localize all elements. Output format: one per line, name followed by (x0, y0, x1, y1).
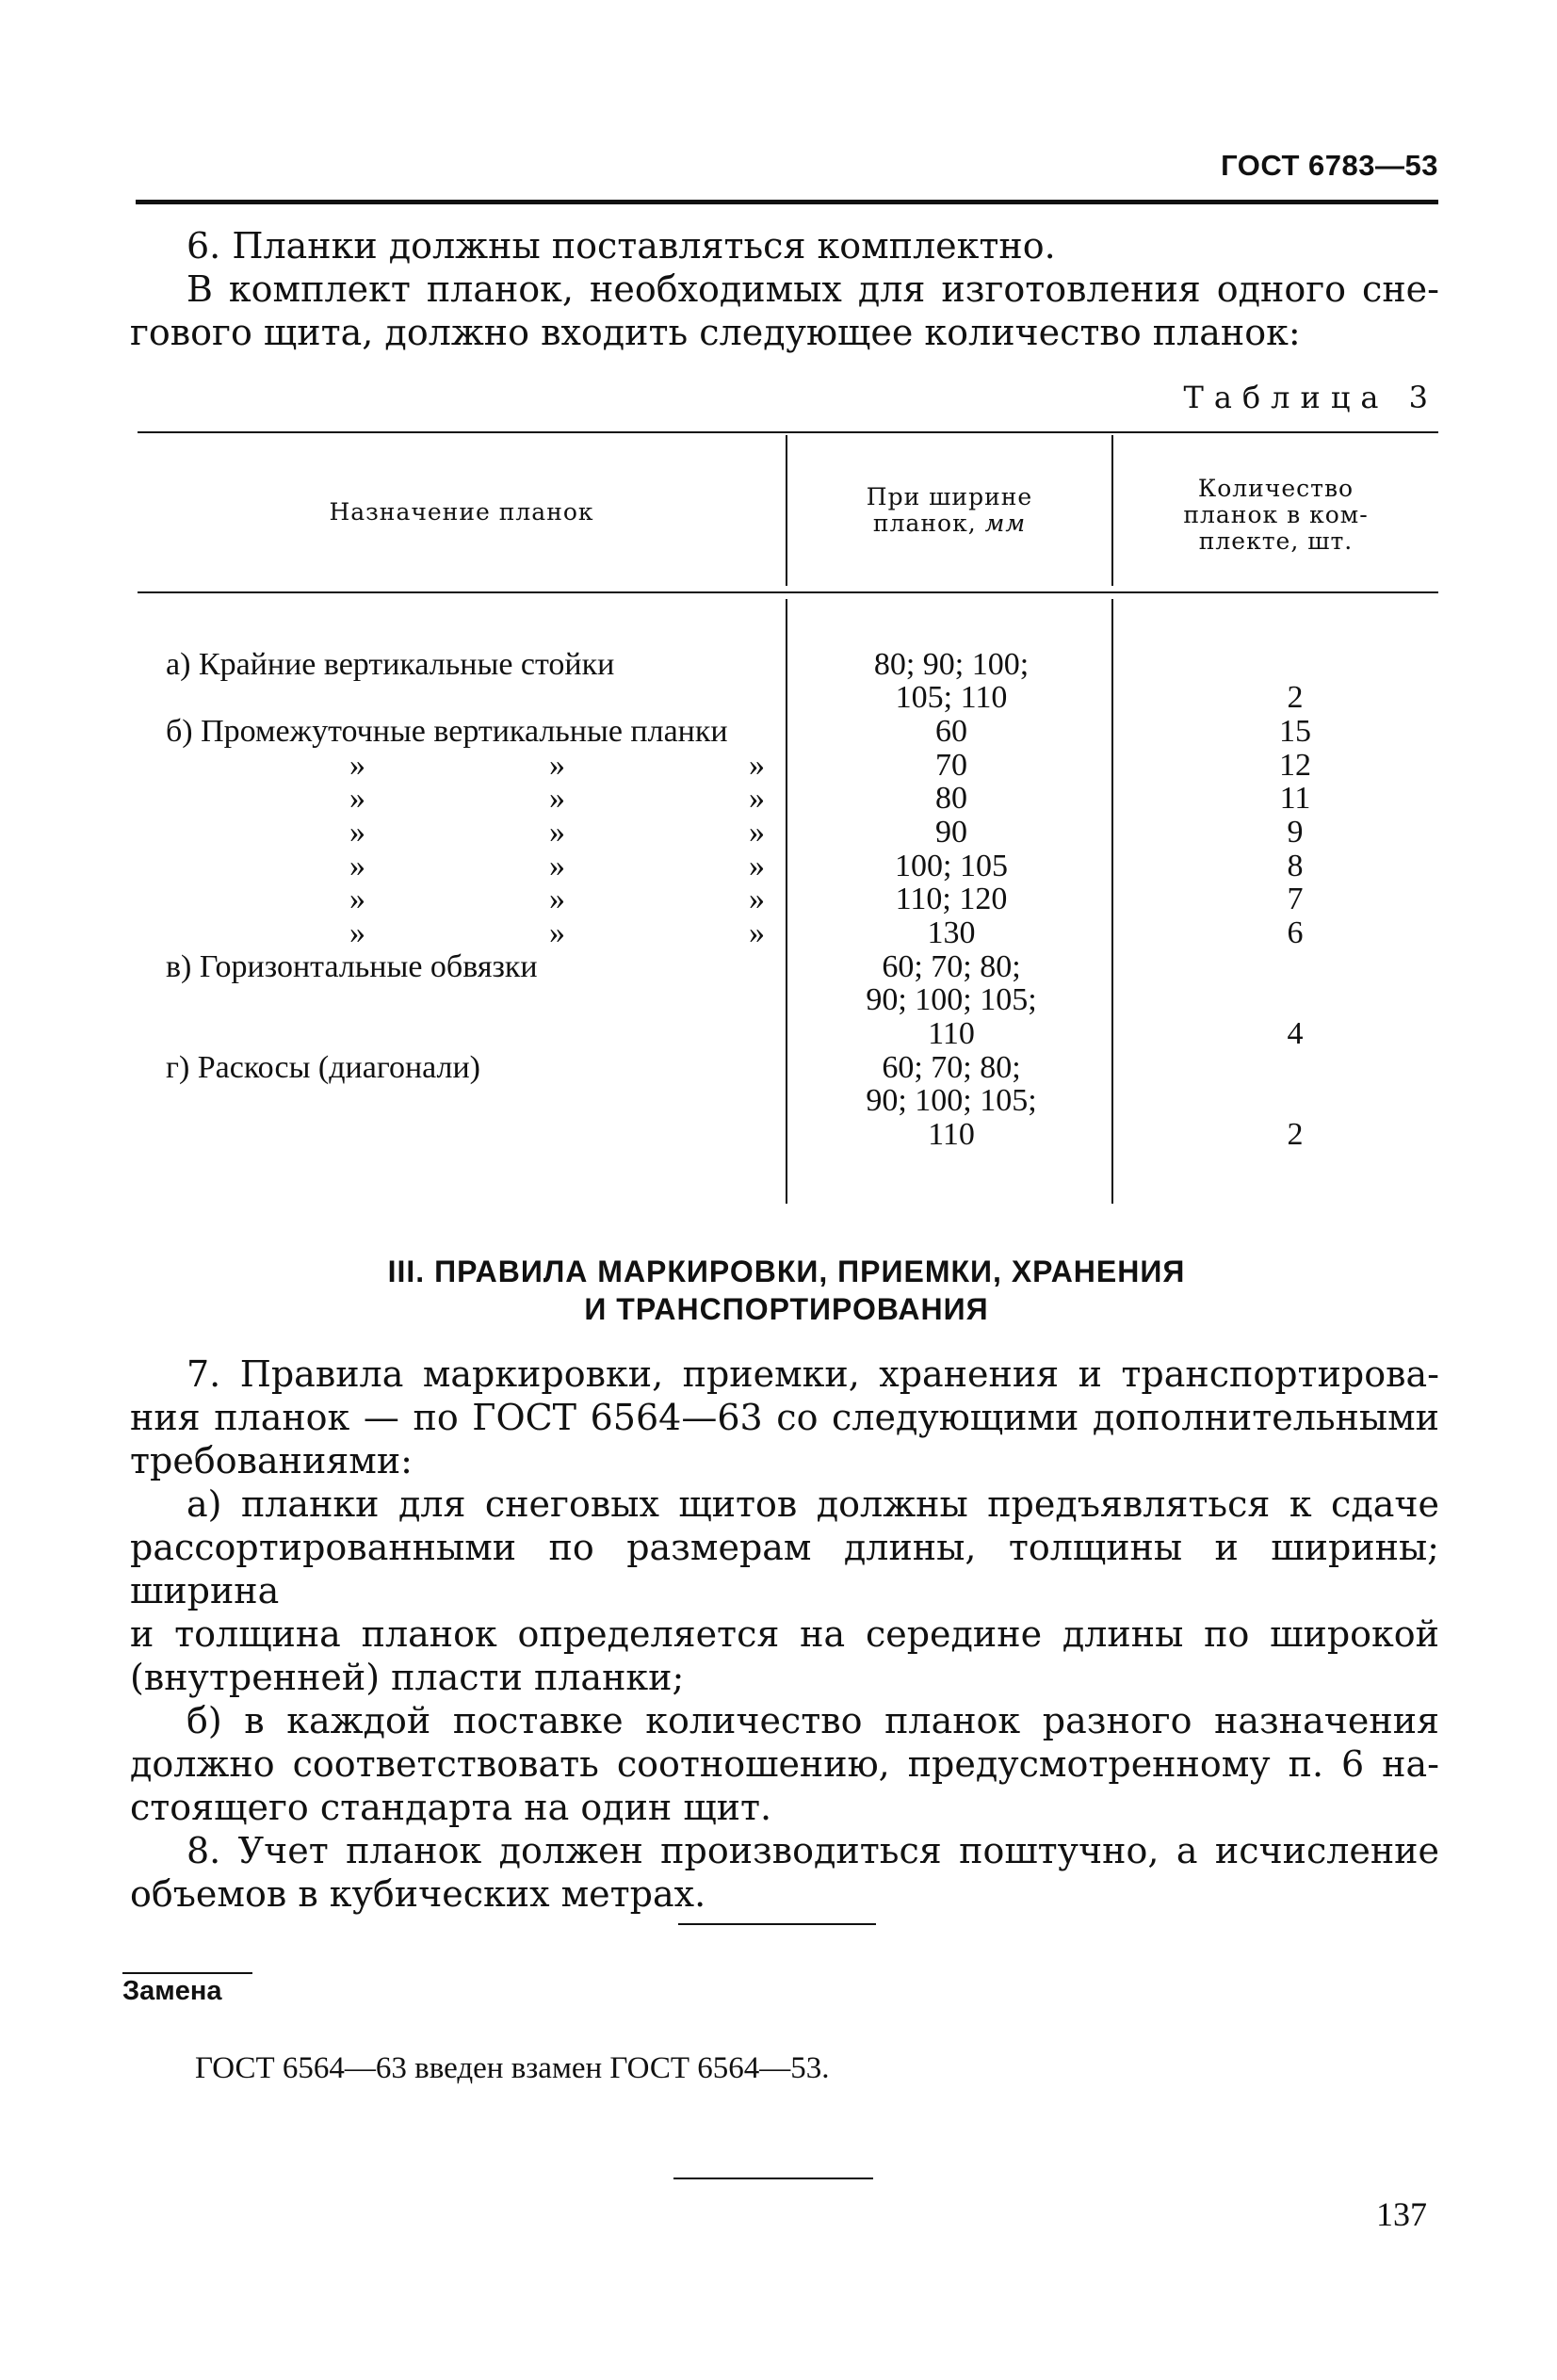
row-a-width-2: 105; 110 (895, 680, 1008, 715)
paragraph-a-line-3: и толщина планок определяется на середине длины по широкой (130, 1613, 1439, 1655)
document-code-header: ГОСТ 6783—53 (1221, 149, 1438, 182)
footnote-label: Замена (122, 1976, 222, 2006)
row-b1-width: 60 (935, 714, 967, 749)
paragraph-b-line-3: стоящего стандарта на один щит. (130, 1787, 772, 1828)
footnote-rule (122, 1972, 252, 1974)
table-body-divider-2 (1111, 599, 1113, 1204)
row-b2-quantity: 12 (1279, 748, 1311, 783)
header-quantity-line-1: Количество (1197, 475, 1354, 502)
section-3-title-line-2: И ТРАНСПОРТИРОВАНИЯ (584, 1292, 989, 1326)
paragraph-7-line-2: ния планок — по ГОСТ 6564—63 со следующими дополнительными (130, 1397, 1439, 1438)
ditto-mark: » (349, 815, 365, 850)
header-quantity-line-3: плекте, шт. (1198, 527, 1354, 555)
row-b2-width: 70 (935, 748, 967, 783)
row-b3-quantity: 11 (1279, 781, 1311, 816)
paragraph-8-line-1: 8. Учет планок должен производиться поштучно, а исчисление (187, 1830, 1439, 1871)
paragraph-a-line-4: (внутренней) пласти планки; (130, 1657, 685, 1698)
section-3-body (130, 1352, 1439, 1916)
ditto-mark: » (749, 781, 765, 816)
header-quantity (1113, 476, 1438, 555)
ditto-mark: » (549, 748, 565, 783)
row-v-width-3: 110 (928, 1016, 975, 1051)
ditto-mark: » (349, 915, 365, 950)
paragraph-b-line-1: б) в каждой поставке количество планок разного назначения (187, 1700, 1439, 1741)
row-b2-ditto (166, 749, 774, 783)
row-a-width-1: 80; 90; 100; (873, 647, 1030, 682)
row-b7-width: 130 (927, 915, 976, 950)
row-g-name: г) Раскосы (диагонали) (166, 1050, 481, 1085)
row-b1-quantity: 15 (1279, 714, 1311, 749)
paragraph-6 (130, 224, 1439, 354)
paragraph-8-line-2: объемов в кубических метрах. (130, 1873, 706, 1915)
row-v-quantity: 4 (1287, 1016, 1304, 1051)
row-g-quantity: 2 (1287, 1117, 1304, 1152)
row-b3-width: 80 (935, 781, 967, 816)
row-a-name: а) Крайние вертикальные стойки (166, 647, 615, 682)
header-rule (136, 200, 1438, 204)
ditto-mark: » (549, 815, 565, 850)
header-width-label: планок, (872, 510, 977, 537)
ditto-mark: » (549, 915, 565, 950)
header-width-unit: мм (984, 510, 1027, 537)
row-b3-ditto (166, 782, 774, 816)
ditto-mark: » (549, 781, 565, 816)
row-b6-ditto (166, 882, 774, 916)
paragraph-6-line-2: В комплект планок, необходимых для изготовления одного сне- (187, 268, 1439, 310)
row-b6-quantity: 7 (1287, 882, 1304, 916)
paragraph-6-line-3: гового щита, должно входить следующее количество планок: (130, 312, 1301, 353)
row-b4-quantity: 9 (1287, 815, 1304, 850)
paragraph-7-line-3: требованиями: (130, 1440, 413, 1481)
row-v-width-2: 90; 100; 105; (866, 982, 1037, 1017)
row-b5-width: 100; 105 (895, 849, 1008, 883)
table-header-rule (138, 591, 1438, 593)
bottom-rule (673, 2178, 873, 2179)
row-b5-ditto (166, 850, 774, 883)
separator-rule (678, 1923, 876, 1925)
row-b7-quantity: 6 (1287, 915, 1304, 950)
header-quantity-line-2: планок в ком- (1183, 501, 1369, 528)
ditto-mark: » (349, 882, 365, 916)
section-3-title-line-1: III. ПРАВИЛА МАРКИРОВКИ, ПРИЕМКИ, ХРАНЕНИЯ (387, 1255, 1186, 1288)
paragraph-a-line-1: а) планки для снеговых щитов должны предъявляться к сдаче (187, 1483, 1439, 1525)
row-b-name: б) Промежуточные вертикальные планки (166, 714, 728, 749)
row-b4-ditto (166, 816, 774, 850)
ditto-mark: » (349, 748, 365, 783)
paragraph-a-line-2: рассортированными по размерам длины, толщины и ширины; ширина (130, 1527, 1439, 1611)
header-width-line-1: При ширине (866, 483, 1033, 510)
row-g-width-2: 90; 100; 105; (866, 1083, 1037, 1118)
ditto-mark: » (349, 781, 365, 816)
ditto-mark: » (549, 849, 565, 883)
header-width-line-2 (787, 510, 1111, 537)
row-b4-width: 90 (935, 815, 967, 850)
header-width (787, 484, 1111, 537)
paragraph-7-line-1: 7. Правила маркировки, приемки, хранения и транспортирова- (187, 1353, 1439, 1395)
ditto-mark: » (749, 849, 765, 883)
row-b5-quantity: 8 (1287, 849, 1304, 883)
table-body-divider-1 (786, 599, 787, 1204)
table-caption: Таблица 3 (1183, 380, 1438, 415)
ditto-mark: » (549, 882, 565, 916)
header-purpose: Назначение планок (329, 498, 594, 526)
section-3-title (132, 1253, 1441, 1328)
row-g-width-3: 110 (928, 1117, 975, 1152)
ditto-mark: » (749, 882, 765, 916)
ditto-mark: » (349, 849, 365, 883)
footnote-text: ГОСТ 6564—63 введен взамен ГОСТ 6564—53. (195, 2051, 830, 2085)
paragraph-6-line-1: 6. Планки должны поставляться комплектно. (187, 225, 1056, 267)
row-a-quantity: 2 (1287, 680, 1304, 715)
row-g-width-1: 60; 70; 80; (882, 1050, 1021, 1085)
table-top-rule (138, 431, 1438, 433)
row-v-width-1: 60; 70; 80; (882, 949, 1021, 984)
paragraph-b-line-2: должно соответствовать соотношению, предусмотренному п. 6 на- (130, 1743, 1439, 1785)
row-b6-width: 110; 120 (895, 882, 1008, 916)
row-b7-ditto (166, 916, 774, 950)
ditto-mark: » (749, 815, 765, 850)
ditto-mark: » (749, 748, 765, 783)
ditto-mark: » (749, 915, 765, 950)
row-v-name: в) Горизонтальные обвязки (166, 949, 538, 984)
page-number: 137 (1376, 2195, 1427, 2233)
